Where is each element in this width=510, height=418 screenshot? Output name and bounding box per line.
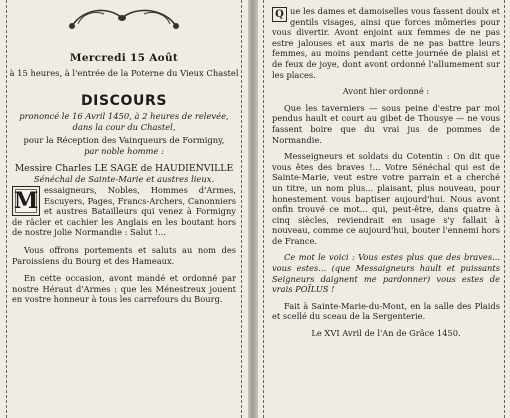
page-title: DISCOURS: [80, 93, 168, 109]
left-page: [0, 0, 248, 418]
pronounced-line: prononcé le 16 Avril 1450, à 2 heures de relevée,: [19, 111, 229, 121]
right-body: [272, 6, 500, 339]
event-time-location: à 15 heures, à l'entrée de la Poterne du Vieux Chastel: [9, 68, 239, 78]
by-line: par noble homme :: [84, 146, 164, 156]
right-page: [258, 0, 510, 418]
left-margin-rule: [6, 0, 7, 418]
left-paragraph: Vous offrons portements et saluts au nom des Paroissiens du Bourg et des Hameaux.: [12, 244, 236, 266]
closing-date: Le XVI Avril de l'An de Grâce 1450.: [311, 328, 461, 339]
left-body: [8, 185, 240, 305]
speaker-particle: LE SAGE de: [94, 163, 153, 174]
right-paragraph: Ce mot le voici : Vous estes plus que des braves... vous estes... (que Messaigneurs hault et puissants Seigneurs daignent me pardonner) vous estes de vrais POÏLUS !: [272, 252, 500, 295]
right-paragraph: ue les dames et damoiselles vous fassent doulx et gentils visages, ainsi que forces mômeries pour vous divertir. Avont enjoint aux femmes de ne pas estre jalouses et aux maris de ne pas battre leurs femmes, au moins pendant cette journée de plaisi et de feux de joye, dont avont ordonné l'allumement sur les places.: [272, 6, 500, 80]
book-gutter: [248, 0, 258, 418]
speaker-prefix: Messire Charles: [14, 163, 92, 174]
speaker-surname: HAUDIENVILLE: [155, 163, 234, 174]
location-line: dans la cour du Chastel,: [72, 122, 176, 132]
speaker-title: Sénéchal de Sainte-Marie et austres lieux.: [33, 174, 215, 184]
art-nouveau-ornament: [64, 4, 184, 30]
event-date: Mercredi 15 Août: [69, 52, 179, 64]
left-inner-rule: [241, 0, 242, 418]
right-outer-rule: [504, 0, 505, 418]
speaker-name: [8, 163, 240, 174]
right-paragraph: Que les taverniers — sous peine d'estre par moi pendus hault et court au gibet de Thousye — ne vous fassent boire que du vrai jus de pommes de Normandie.: [272, 102, 500, 145]
dropcap-m: M: [13, 188, 39, 214]
right-paragraph: Messeigneurs et soldats du Cotentin : On dit que vous êtes des braves !... Votre Sénéchal qui est de Sainte-Marie, veut estre votre parrain et a cherché un titre, un nom plus... plaisant, plus nouveau, pour honestement vous baptiser aujourd'hui. Nous avont onfin trouvé ce mot... qui, peut-être, dans quatre à cinq siècles, reviendrait en usage s'y fallait à nouveau, comme ce aujourd'hui, bouter l'ennemi hors de France.: [272, 151, 500, 246]
purpose-line: pour la Réception des Vainqueurs de Formigny,: [23, 135, 225, 145]
right-paragraph: Avont hier ordonné :: [342, 86, 430, 97]
right-margin-rule: [263, 0, 264, 418]
left-paragraph: essaigneurs, Nobles, Hommes d'Armes, Escuyers, Pages, Francs-Archers, Canonniers et austres Batailleurs qui venez à Formigny de râcler et cachier les Anglais en les boutant hors de nostre jolie Normandie : Salut !...: [12, 185, 236, 238]
dropcap-q: Q: [272, 7, 287, 22]
right-paragraph: Fait à Sainte-Marie-du-Mont, en la salle des Plaids et scellé du sceau de la Sergenterie.: [272, 300, 500, 322]
left-paragraph: En cette occasion, avont mandé et ordonné par nostre Héraut d'Armes : que les Ménestreux jouent en vostre honneur à tous les carrefours du Bourg.: [12, 273, 236, 305]
